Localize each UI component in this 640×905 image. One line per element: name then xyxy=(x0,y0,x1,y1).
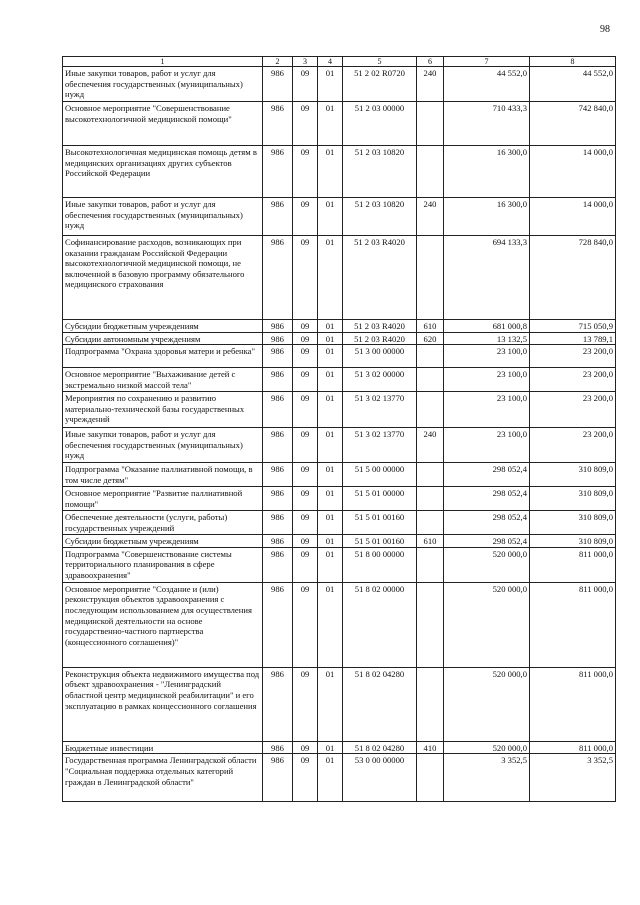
amount-year-1: 520 000,0 xyxy=(444,741,530,754)
expense-type-code: 410 xyxy=(417,741,444,754)
table-row xyxy=(63,667,616,741)
column-header: 5 xyxy=(343,57,417,67)
section-code: 09 xyxy=(293,67,318,102)
table-row xyxy=(63,392,616,428)
table-row xyxy=(63,345,616,368)
section-code: 09 xyxy=(293,667,318,741)
amount-year-2: 728 840,0 xyxy=(530,236,616,320)
amount-year-2: 811 000,0 xyxy=(530,667,616,741)
row-name: Иные закупки товаров, работ и услуг для обеспечения государственных (муниципальных) нужд xyxy=(63,198,263,236)
target-article-code: 51 3 00 00000 xyxy=(343,345,417,368)
ministry-code: 986 xyxy=(263,332,293,345)
expense-type-code xyxy=(417,345,444,368)
target-article-code: 51 2 03 R4020 xyxy=(343,332,417,345)
expense-type-code xyxy=(417,392,444,428)
target-article-code: 51 2 03 10820 xyxy=(343,198,417,236)
target-article-code: 51 2 02 R0720 xyxy=(343,67,417,102)
ministry-code: 986 xyxy=(263,535,293,548)
ministry-code: 986 xyxy=(263,754,293,802)
table-row xyxy=(63,236,616,320)
target-article-code: 51 5 01 00000 xyxy=(343,487,417,511)
expense-type-code xyxy=(417,547,444,582)
section-code: 09 xyxy=(293,428,318,463)
expense-type-code xyxy=(417,582,444,667)
target-article-code: 51 8 00 00000 xyxy=(343,547,417,582)
table-row xyxy=(63,198,616,236)
amount-year-2: 310 809,0 xyxy=(530,511,616,535)
table-row xyxy=(63,146,616,198)
amount-year-2: 14 000,0 xyxy=(530,198,616,236)
table-row xyxy=(63,368,616,392)
amount-year-2: 23 200,0 xyxy=(530,392,616,428)
budget-table xyxy=(62,56,616,802)
section-code: 09 xyxy=(293,511,318,535)
amount-year-1: 298 052,4 xyxy=(444,487,530,511)
amount-year-1: 298 052,4 xyxy=(444,463,530,487)
expense-type-code: 610 xyxy=(417,535,444,548)
amount-year-2: 3 352,5 xyxy=(530,754,616,802)
section-code: 09 xyxy=(293,345,318,368)
target-article-code: 51 5 00 00000 xyxy=(343,463,417,487)
subsection-code: 01 xyxy=(318,67,343,102)
section-code: 09 xyxy=(293,582,318,667)
row-name: Высокотехнологичная медицинская помощь детям в медицинских организациях других субъектов Российской Федерации xyxy=(63,146,263,198)
row-name: Подпрограмма "Охрана здоровья матери и ребенка" xyxy=(63,345,263,368)
row-name: Иные закупки товаров, работ и услуг для обеспечения государственных (муниципальных) нужд xyxy=(63,428,263,463)
section-code: 09 xyxy=(293,332,318,345)
row-name: Государственная программа Ленинградской области "Социальная поддержка отдельных категорий граждан в Ленинградской области" xyxy=(63,754,263,802)
table-row xyxy=(63,754,616,802)
ministry-code: 986 xyxy=(263,392,293,428)
amount-year-2: 811 000,0 xyxy=(530,741,616,754)
section-code: 09 xyxy=(293,741,318,754)
subsection-code: 01 xyxy=(318,368,343,392)
ministry-code: 986 xyxy=(263,487,293,511)
column-header: 1 xyxy=(63,57,263,67)
ministry-code: 986 xyxy=(263,667,293,741)
amount-year-1: 681 000,8 xyxy=(444,320,530,333)
section-code: 09 xyxy=(293,368,318,392)
expense-type-code: 240 xyxy=(417,198,444,236)
table-row xyxy=(63,463,616,487)
table-row xyxy=(63,67,616,102)
expense-type-code: 240 xyxy=(417,428,444,463)
target-article-code: 51 2 03 00000 xyxy=(343,102,417,146)
ministry-code: 986 xyxy=(263,463,293,487)
ministry-code: 986 xyxy=(263,67,293,102)
target-article-code: 51 8 02 04280 xyxy=(343,741,417,754)
subsection-code: 01 xyxy=(318,428,343,463)
column-header: 8 xyxy=(530,57,616,67)
target-article-code: 51 3 02 13770 xyxy=(343,392,417,428)
amount-year-1: 520 000,0 xyxy=(444,582,530,667)
subsection-code: 01 xyxy=(318,345,343,368)
target-article-code: 53 0 00 00000 xyxy=(343,754,417,802)
ministry-code: 986 xyxy=(263,320,293,333)
amount-year-1: 520 000,0 xyxy=(444,547,530,582)
section-code: 09 xyxy=(293,236,318,320)
subsection-code: 01 xyxy=(318,667,343,741)
subsection-code: 01 xyxy=(318,102,343,146)
column-header: 7 xyxy=(444,57,530,67)
amount-year-1: 13 132,5 xyxy=(444,332,530,345)
subsection-code: 01 xyxy=(318,487,343,511)
subsection-code: 01 xyxy=(318,547,343,582)
amount-year-2: 811 000,0 xyxy=(530,582,616,667)
column-header: 3 xyxy=(293,57,318,67)
section-code: 09 xyxy=(293,198,318,236)
row-name: Реконструкция объекта недвижимого имущества под объект здравоохранения - "Ленинградский областной центр медицинской реабилитации" и его эксплуатацию в рамках концессионного соглашения xyxy=(63,667,263,741)
table-row xyxy=(63,428,616,463)
amount-year-2: 310 809,0 xyxy=(530,463,616,487)
column-number-row xyxy=(63,57,616,67)
subsection-code: 01 xyxy=(318,463,343,487)
amount-year-1: 694 133,3 xyxy=(444,236,530,320)
table-row xyxy=(63,547,616,582)
row-name: Бюджетные инвестиции xyxy=(63,741,263,754)
subsection-code: 01 xyxy=(318,741,343,754)
subsection-code: 01 xyxy=(318,511,343,535)
target-article-code: 51 2 03 R4020 xyxy=(343,236,417,320)
target-article-code: 51 5 01 00160 xyxy=(343,511,417,535)
expense-type-code: 610 xyxy=(417,320,444,333)
row-name: Подпрограмма "Оказание паллиативной помощи, в том числе детям" xyxy=(63,463,263,487)
row-name: Обеспечение деятельности (услуги, работы) государственных учреждений xyxy=(63,511,263,535)
amount-year-1: 23 100,0 xyxy=(444,345,530,368)
expense-type-code xyxy=(417,368,444,392)
section-code: 09 xyxy=(293,320,318,333)
amount-year-2: 13 789,1 xyxy=(530,332,616,345)
row-name: Мероприятия по сохранению и развитию материально-технической базы государственных учреждений xyxy=(63,392,263,428)
amount-year-1: 16 300,0 xyxy=(444,146,530,198)
expense-type-code xyxy=(417,754,444,802)
row-name: Субсидии автономным учреждениям xyxy=(63,332,263,345)
amount-year-2: 310 809,0 xyxy=(530,487,616,511)
expense-type-code xyxy=(417,146,444,198)
subsection-code: 01 xyxy=(318,332,343,345)
ministry-code: 986 xyxy=(263,236,293,320)
subsection-code: 01 xyxy=(318,146,343,198)
target-article-code: 51 2 03 R4020 xyxy=(343,320,417,333)
section-code: 09 xyxy=(293,535,318,548)
row-name: Субсидии бюджетным учреждениям xyxy=(63,535,263,548)
amount-year-2: 44 552,0 xyxy=(530,67,616,102)
row-name: Иные закупки товаров, работ и услуг для обеспечения государственных (муниципальных) нужд xyxy=(63,67,263,102)
amount-year-2: 23 200,0 xyxy=(530,368,616,392)
amount-year-1: 520 000,0 xyxy=(444,667,530,741)
expense-type-code xyxy=(417,102,444,146)
section-code: 09 xyxy=(293,146,318,198)
expense-type-code xyxy=(417,667,444,741)
ministry-code: 986 xyxy=(263,582,293,667)
subsection-code: 01 xyxy=(318,236,343,320)
section-code: 09 xyxy=(293,102,318,146)
subsection-code: 01 xyxy=(318,320,343,333)
amount-year-1: 298 052,4 xyxy=(444,535,530,548)
expense-type-code xyxy=(417,487,444,511)
amount-year-2: 23 200,0 xyxy=(530,428,616,463)
section-code: 09 xyxy=(293,547,318,582)
ministry-code: 986 xyxy=(263,428,293,463)
expense-type-code xyxy=(417,463,444,487)
amount-year-1: 44 552,0 xyxy=(444,67,530,102)
amount-year-2: 14 000,0 xyxy=(530,146,616,198)
target-article-code: 51 5 01 00160 xyxy=(343,535,417,548)
row-name: Основное мероприятие "Развитие паллиативной помощи" xyxy=(63,487,263,511)
column-header: 2 xyxy=(263,57,293,67)
table-row xyxy=(63,487,616,511)
target-article-code: 51 2 03 10820 xyxy=(343,146,417,198)
ministry-code: 986 xyxy=(263,102,293,146)
expense-type-code: 240 xyxy=(417,67,444,102)
table-row xyxy=(63,582,616,667)
subsection-code: 01 xyxy=(318,754,343,802)
table-row xyxy=(63,741,616,754)
section-code: 09 xyxy=(293,754,318,802)
subsection-code: 01 xyxy=(318,582,343,667)
amount-year-1: 23 100,0 xyxy=(444,392,530,428)
row-name: Основное мероприятие "Создание и (или) реконструкция объектов здравоохранения с последующим использованием для осуществления медицинской деятельности на основе государственно-частного партнерства (концессионного соглашения)" xyxy=(63,582,263,667)
row-name: Основное мероприятие "Совершенствование высокотехнологичной медицинской помощи" xyxy=(63,102,263,146)
ministry-code: 986 xyxy=(263,345,293,368)
amount-year-1: 16 300,0 xyxy=(444,198,530,236)
row-name: Субсидии бюджетным учреждениям xyxy=(63,320,263,333)
page-number: 98 xyxy=(600,24,610,35)
amount-year-1: 23 100,0 xyxy=(444,368,530,392)
subsection-code: 01 xyxy=(318,392,343,428)
target-article-code: 51 8 02 00000 xyxy=(343,582,417,667)
subsection-code: 01 xyxy=(318,198,343,236)
table-row xyxy=(63,102,616,146)
ministry-code: 986 xyxy=(263,741,293,754)
expense-type-code xyxy=(417,511,444,535)
amount-year-2: 715 050,9 xyxy=(530,320,616,333)
column-header: 4 xyxy=(318,57,343,67)
ministry-code: 986 xyxy=(263,368,293,392)
column-header: 6 xyxy=(417,57,444,67)
table-row xyxy=(63,511,616,535)
ministry-code: 986 xyxy=(263,198,293,236)
expense-type-code: 620 xyxy=(417,332,444,345)
table-row xyxy=(63,320,616,333)
ministry-code: 986 xyxy=(263,511,293,535)
amount-year-1: 710 433,3 xyxy=(444,102,530,146)
row-name: Софинансирование расходов, возникающих при оказании гражданам Российской Федерации высокотехнологичной медицинской помощи, не включенной в базовую программу обязательного медицинского страхования xyxy=(63,236,263,320)
amount-year-2: 742 840,0 xyxy=(530,102,616,146)
amount-year-2: 23 200,0 xyxy=(530,345,616,368)
target-article-code: 51 3 02 13770 xyxy=(343,428,417,463)
section-code: 09 xyxy=(293,392,318,428)
table-row xyxy=(63,535,616,548)
section-code: 09 xyxy=(293,487,318,511)
amount-year-2: 310 809,0 xyxy=(530,535,616,548)
target-article-code: 51 3 02 00000 xyxy=(343,368,417,392)
row-name: Основное мероприятие "Выхаживание детей с экстремально низкой массой тела" xyxy=(63,368,263,392)
row-name: Подпрограмма "Совершенствование системы территориального планирования в сфере здравоохранения" xyxy=(63,547,263,582)
amount-year-1: 3 352,5 xyxy=(444,754,530,802)
section-code: 09 xyxy=(293,463,318,487)
amount-year-2: 811 000,0 xyxy=(530,547,616,582)
table-row xyxy=(63,332,616,345)
amount-year-1: 298 052,4 xyxy=(444,511,530,535)
ministry-code: 986 xyxy=(263,146,293,198)
subsection-code: 01 xyxy=(318,535,343,548)
expense-type-code xyxy=(417,236,444,320)
ministry-code: 986 xyxy=(263,547,293,582)
target-article-code: 51 8 02 04280 xyxy=(343,667,417,741)
amount-year-1: 23 100,0 xyxy=(444,428,530,463)
